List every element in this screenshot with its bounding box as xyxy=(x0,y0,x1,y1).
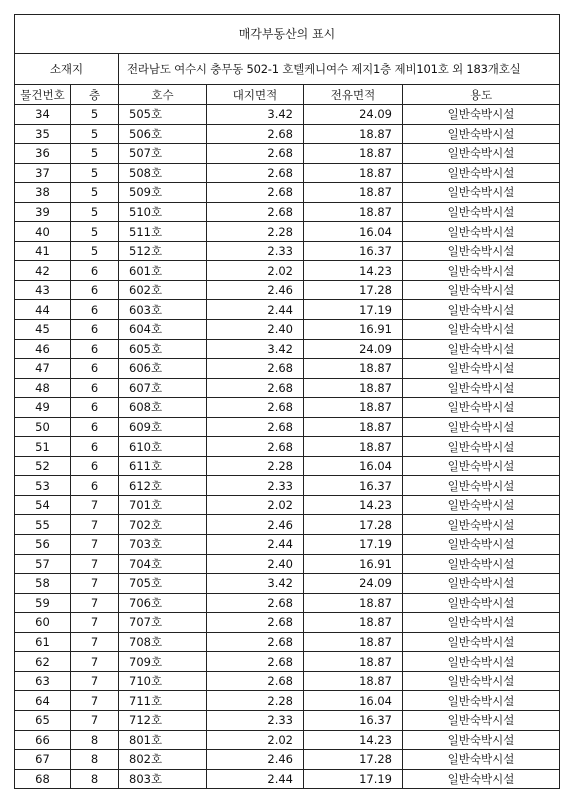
item-no-cell: 60 xyxy=(15,613,71,633)
exclusive-area-cell: 17.19 xyxy=(304,769,403,789)
unit-cell: 601호 xyxy=(119,261,207,281)
item-no-cell: 36 xyxy=(15,144,71,164)
land-area-cell: 2.33 xyxy=(207,710,304,730)
land-area-cell: 2.44 xyxy=(207,769,304,789)
table-row xyxy=(15,671,560,691)
unit-cell: 801호 xyxy=(119,730,207,750)
floor-cell: 6 xyxy=(71,456,119,476)
floor-cell: 6 xyxy=(71,261,119,281)
use-cell: 일반숙박시설 xyxy=(403,632,560,652)
item-no-cell: 39 xyxy=(15,202,71,222)
item-no-cell: 35 xyxy=(15,124,71,144)
exclusive-area-cell: 17.28 xyxy=(304,750,403,770)
exclusive-area-cell: 17.19 xyxy=(304,535,403,555)
item-no-cell: 68 xyxy=(15,769,71,789)
use-cell: 일반숙박시설 xyxy=(403,613,560,633)
table-row xyxy=(15,320,560,340)
table-row xyxy=(15,222,560,242)
unit-cell: 608호 xyxy=(119,398,207,418)
unit-cell: 612호 xyxy=(119,476,207,496)
table-row xyxy=(15,456,560,476)
table-row xyxy=(15,769,560,789)
item-no-cell: 37 xyxy=(15,163,71,183)
land-area-cell: 2.68 xyxy=(207,632,304,652)
table-row xyxy=(15,554,560,574)
use-cell: 일반숙박시설 xyxy=(403,105,560,125)
floor-cell: 6 xyxy=(71,437,119,457)
unit-cell: 603호 xyxy=(119,300,207,320)
floor-cell: 6 xyxy=(71,378,119,398)
item-no-cell: 51 xyxy=(15,437,71,457)
exclusive-area-cell: 24.09 xyxy=(304,105,403,125)
use-cell: 일반숙박시설 xyxy=(403,378,560,398)
unit-cell: 710호 xyxy=(119,671,207,691)
land-area-cell: 2.68 xyxy=(207,398,304,418)
exclusive-area-cell: 18.87 xyxy=(304,652,403,672)
land-area-cell: 3.42 xyxy=(207,574,304,594)
item-no-cell: 42 xyxy=(15,261,71,281)
item-no-cell: 56 xyxy=(15,535,71,555)
unit-cell: 607호 xyxy=(119,378,207,398)
land-area-cell: 2.68 xyxy=(207,378,304,398)
column-header-unit: 호수 xyxy=(119,85,207,105)
column-header-floor: 층 xyxy=(71,85,119,105)
floor-cell: 5 xyxy=(71,124,119,144)
item-no-cell: 62 xyxy=(15,652,71,672)
table-row xyxy=(15,750,560,770)
use-cell: 일반숙박시설 xyxy=(403,769,560,789)
unit-cell: 510호 xyxy=(119,202,207,222)
item-no-cell: 50 xyxy=(15,417,71,437)
land-area-cell: 2.68 xyxy=(207,183,304,203)
land-area-cell: 2.02 xyxy=(207,261,304,281)
exclusive-area-cell: 18.87 xyxy=(304,417,403,437)
floor-cell: 5 xyxy=(71,105,119,125)
unit-cell: 606호 xyxy=(119,359,207,379)
unit-cell: 709호 xyxy=(119,652,207,672)
location-value: 전라남도 여수시 충무동 502-1 호텔케니여수 제지1층 제비101호 외 183개호실 xyxy=(119,54,560,85)
item-no-cell: 48 xyxy=(15,378,71,398)
land-area-cell: 2.68 xyxy=(207,593,304,613)
land-area-cell: 2.28 xyxy=(207,456,304,476)
table-row xyxy=(15,593,560,613)
table-row xyxy=(15,144,560,164)
table-row xyxy=(15,632,560,652)
table-row xyxy=(15,710,560,730)
unit-cell: 803호 xyxy=(119,769,207,789)
column-header-exclusive-area: 전유면적 xyxy=(304,85,403,105)
exclusive-area-cell: 17.28 xyxy=(304,280,403,300)
exclusive-area-cell: 14.23 xyxy=(304,730,403,750)
item-no-cell: 64 xyxy=(15,691,71,711)
table-row xyxy=(15,417,560,437)
use-cell: 일반숙박시설 xyxy=(403,710,560,730)
use-cell: 일반숙박시설 xyxy=(403,417,560,437)
exclusive-area-cell: 18.87 xyxy=(304,359,403,379)
floor-cell: 5 xyxy=(71,183,119,203)
unit-cell: 703호 xyxy=(119,535,207,555)
use-cell: 일반숙박시설 xyxy=(403,535,560,555)
exclusive-area-cell: 14.23 xyxy=(304,261,403,281)
exclusive-area-cell: 17.28 xyxy=(304,515,403,535)
unit-cell: 611호 xyxy=(119,456,207,476)
exclusive-area-cell: 24.09 xyxy=(304,574,403,594)
unit-cell: 602호 xyxy=(119,280,207,300)
item-no-cell: 45 xyxy=(15,320,71,340)
unit-cell: 508호 xyxy=(119,163,207,183)
unit-cell: 708호 xyxy=(119,632,207,652)
floor-cell: 5 xyxy=(71,241,119,261)
item-no-cell: 53 xyxy=(15,476,71,496)
table-row xyxy=(15,691,560,711)
land-area-cell: 2.46 xyxy=(207,515,304,535)
use-cell: 일반숙박시설 xyxy=(403,495,560,515)
unit-cell: 704호 xyxy=(119,554,207,574)
floor-cell: 7 xyxy=(71,710,119,730)
unit-cell: 505호 xyxy=(119,105,207,125)
table-row xyxy=(15,202,560,222)
table-row xyxy=(15,535,560,555)
land-area-cell: 2.68 xyxy=(207,613,304,633)
floor-cell: 6 xyxy=(71,320,119,340)
table-row xyxy=(15,261,560,281)
table-row xyxy=(15,359,560,379)
use-cell: 일반숙박시설 xyxy=(403,652,560,672)
floor-cell: 5 xyxy=(71,222,119,242)
table-row xyxy=(15,124,560,144)
table-row xyxy=(15,280,560,300)
floor-cell: 7 xyxy=(71,535,119,555)
table-row xyxy=(15,241,560,261)
land-area-cell: 2.33 xyxy=(207,241,304,261)
exclusive-area-cell: 16.37 xyxy=(304,241,403,261)
use-cell: 일반숙박시설 xyxy=(403,280,560,300)
use-cell: 일반숙박시설 xyxy=(403,359,560,379)
item-no-cell: 57 xyxy=(15,554,71,574)
table-row xyxy=(15,105,560,125)
use-cell: 일반숙박시설 xyxy=(403,300,560,320)
floor-cell: 8 xyxy=(71,750,119,770)
exclusive-area-cell: 18.87 xyxy=(304,437,403,457)
use-cell: 일반숙박시설 xyxy=(403,339,560,359)
item-no-cell: 38 xyxy=(15,183,71,203)
use-cell: 일반숙박시설 xyxy=(403,515,560,535)
unit-cell: 610호 xyxy=(119,437,207,457)
use-cell: 일반숙박시설 xyxy=(403,593,560,613)
item-no-cell: 49 xyxy=(15,398,71,418)
item-no-cell: 61 xyxy=(15,632,71,652)
property-table xyxy=(14,14,560,789)
use-cell: 일반숙박시설 xyxy=(403,398,560,418)
unit-cell: 506호 xyxy=(119,124,207,144)
floor-cell: 7 xyxy=(71,495,119,515)
item-no-cell: 66 xyxy=(15,730,71,750)
table-row xyxy=(15,398,560,418)
table-row xyxy=(15,574,560,594)
land-area-cell: 2.33 xyxy=(207,476,304,496)
location-row xyxy=(15,54,560,85)
item-no-cell: 47 xyxy=(15,359,71,379)
use-cell: 일반숙박시설 xyxy=(403,183,560,203)
item-no-cell: 43 xyxy=(15,280,71,300)
use-cell: 일반숙박시설 xyxy=(403,554,560,574)
land-area-cell: 2.46 xyxy=(207,750,304,770)
table-title: 매각부동산의 표시 xyxy=(15,15,560,54)
land-area-cell: 2.40 xyxy=(207,320,304,340)
item-no-cell: 58 xyxy=(15,574,71,594)
exclusive-area-cell: 18.87 xyxy=(304,124,403,144)
land-area-cell: 2.46 xyxy=(207,280,304,300)
use-cell: 일반숙박시설 xyxy=(403,691,560,711)
table-row xyxy=(15,437,560,457)
unit-cell: 711호 xyxy=(119,691,207,711)
header-row xyxy=(15,85,560,105)
floor-cell: 7 xyxy=(71,554,119,574)
exclusive-area-cell: 16.04 xyxy=(304,456,403,476)
unit-cell: 802호 xyxy=(119,750,207,770)
exclusive-area-cell: 18.87 xyxy=(304,398,403,418)
item-no-cell: 59 xyxy=(15,593,71,613)
land-area-cell: 2.68 xyxy=(207,671,304,691)
exclusive-area-cell: 16.04 xyxy=(304,691,403,711)
table-row xyxy=(15,476,560,496)
unit-cell: 609호 xyxy=(119,417,207,437)
use-cell: 일반숙박시설 xyxy=(403,456,560,476)
use-cell: 일반숙박시설 xyxy=(403,320,560,340)
table-row xyxy=(15,515,560,535)
unit-cell: 507호 xyxy=(119,144,207,164)
use-cell: 일반숙박시설 xyxy=(403,222,560,242)
floor-cell: 6 xyxy=(71,280,119,300)
unit-cell: 712호 xyxy=(119,710,207,730)
floor-cell: 6 xyxy=(71,339,119,359)
exclusive-area-cell: 16.04 xyxy=(304,222,403,242)
land-area-cell: 2.28 xyxy=(207,691,304,711)
land-area-cell: 2.68 xyxy=(207,652,304,672)
floor-cell: 5 xyxy=(71,163,119,183)
floor-cell: 8 xyxy=(71,730,119,750)
floor-cell: 7 xyxy=(71,574,119,594)
unit-cell: 511호 xyxy=(119,222,207,242)
table-row xyxy=(15,730,560,750)
item-no-cell: 44 xyxy=(15,300,71,320)
land-area-cell: 2.68 xyxy=(207,417,304,437)
unit-cell: 701호 xyxy=(119,495,207,515)
use-cell: 일반숙박시설 xyxy=(403,574,560,594)
item-no-cell: 65 xyxy=(15,710,71,730)
column-header-land-area: 대지면적 xyxy=(207,85,304,105)
location-label: 소재지 xyxy=(15,54,119,85)
title-row xyxy=(15,15,560,54)
item-no-cell: 55 xyxy=(15,515,71,535)
exclusive-area-cell: 17.19 xyxy=(304,300,403,320)
exclusive-area-cell: 16.91 xyxy=(304,320,403,340)
use-cell: 일반숙박시설 xyxy=(403,476,560,496)
exclusive-area-cell: 18.87 xyxy=(304,632,403,652)
table-row xyxy=(15,652,560,672)
exclusive-area-cell: 18.87 xyxy=(304,163,403,183)
exclusive-area-cell: 24.09 xyxy=(304,339,403,359)
exclusive-area-cell: 16.91 xyxy=(304,554,403,574)
floor-cell: 6 xyxy=(71,398,119,418)
exclusive-area-cell: 18.87 xyxy=(304,613,403,633)
floor-cell: 6 xyxy=(71,300,119,320)
column-header-use: 용도 xyxy=(403,85,560,105)
exclusive-area-cell: 14.23 xyxy=(304,495,403,515)
land-area-cell: 2.68 xyxy=(207,359,304,379)
exclusive-area-cell: 18.87 xyxy=(304,671,403,691)
floor-cell: 7 xyxy=(71,593,119,613)
land-area-cell: 2.68 xyxy=(207,144,304,164)
table-row xyxy=(15,183,560,203)
land-area-cell: 2.68 xyxy=(207,437,304,457)
unit-cell: 605호 xyxy=(119,339,207,359)
floor-cell: 7 xyxy=(71,652,119,672)
land-area-cell: 2.44 xyxy=(207,535,304,555)
floor-cell: 8 xyxy=(71,769,119,789)
floor-cell: 7 xyxy=(71,515,119,535)
table-row xyxy=(15,495,560,515)
land-area-cell: 3.42 xyxy=(207,339,304,359)
table-row xyxy=(15,300,560,320)
unit-cell: 512호 xyxy=(119,241,207,261)
exclusive-area-cell: 16.37 xyxy=(304,476,403,496)
use-cell: 일반숙박시설 xyxy=(403,163,560,183)
item-no-cell: 46 xyxy=(15,339,71,359)
use-cell: 일반숙박시설 xyxy=(403,437,560,457)
exclusive-area-cell: 18.87 xyxy=(304,378,403,398)
floor-cell: 6 xyxy=(71,359,119,379)
item-no-cell: 34 xyxy=(15,105,71,125)
table-row xyxy=(15,378,560,398)
unit-cell: 702호 xyxy=(119,515,207,535)
land-area-cell: 2.02 xyxy=(207,730,304,750)
land-area-cell: 2.68 xyxy=(207,163,304,183)
unit-cell: 706호 xyxy=(119,593,207,613)
use-cell: 일반숙박시설 xyxy=(403,241,560,261)
floor-cell: 5 xyxy=(71,144,119,164)
item-no-cell: 52 xyxy=(15,456,71,476)
table-row xyxy=(15,163,560,183)
land-area-cell: 2.68 xyxy=(207,124,304,144)
land-area-cell: 2.02 xyxy=(207,495,304,515)
table-row xyxy=(15,339,560,359)
column-header-item-no: 물건번호 xyxy=(15,85,71,105)
exclusive-area-cell: 18.87 xyxy=(304,144,403,164)
item-no-cell: 41 xyxy=(15,241,71,261)
exclusive-area-cell: 18.87 xyxy=(304,593,403,613)
floor-cell: 7 xyxy=(71,691,119,711)
item-no-cell: 67 xyxy=(15,750,71,770)
use-cell: 일반숙박시설 xyxy=(403,730,560,750)
exclusive-area-cell: 18.87 xyxy=(304,202,403,222)
use-cell: 일반숙박시설 xyxy=(403,144,560,164)
floor-cell: 6 xyxy=(71,417,119,437)
use-cell: 일반숙박시설 xyxy=(403,124,560,144)
land-area-cell: 2.40 xyxy=(207,554,304,574)
item-no-cell: 40 xyxy=(15,222,71,242)
use-cell: 일반숙박시설 xyxy=(403,261,560,281)
land-area-cell: 2.44 xyxy=(207,300,304,320)
floor-cell: 7 xyxy=(71,632,119,652)
use-cell: 일반숙박시설 xyxy=(403,202,560,222)
unit-cell: 705호 xyxy=(119,574,207,594)
land-area-cell: 3.42 xyxy=(207,105,304,125)
item-no-cell: 54 xyxy=(15,495,71,515)
use-cell: 일반숙박시설 xyxy=(403,671,560,691)
unit-cell: 604호 xyxy=(119,320,207,340)
unit-cell: 509호 xyxy=(119,183,207,203)
table-row xyxy=(15,613,560,633)
floor-cell: 6 xyxy=(71,476,119,496)
exclusive-area-cell: 18.87 xyxy=(304,183,403,203)
land-area-cell: 2.28 xyxy=(207,222,304,242)
floor-cell: 7 xyxy=(71,613,119,633)
floor-cell: 5 xyxy=(71,202,119,222)
use-cell: 일반숙박시설 xyxy=(403,750,560,770)
land-area-cell: 2.68 xyxy=(207,202,304,222)
item-no-cell: 63 xyxy=(15,671,71,691)
exclusive-area-cell: 16.37 xyxy=(304,710,403,730)
floor-cell: 7 xyxy=(71,671,119,691)
unit-cell: 707호 xyxy=(119,613,207,633)
